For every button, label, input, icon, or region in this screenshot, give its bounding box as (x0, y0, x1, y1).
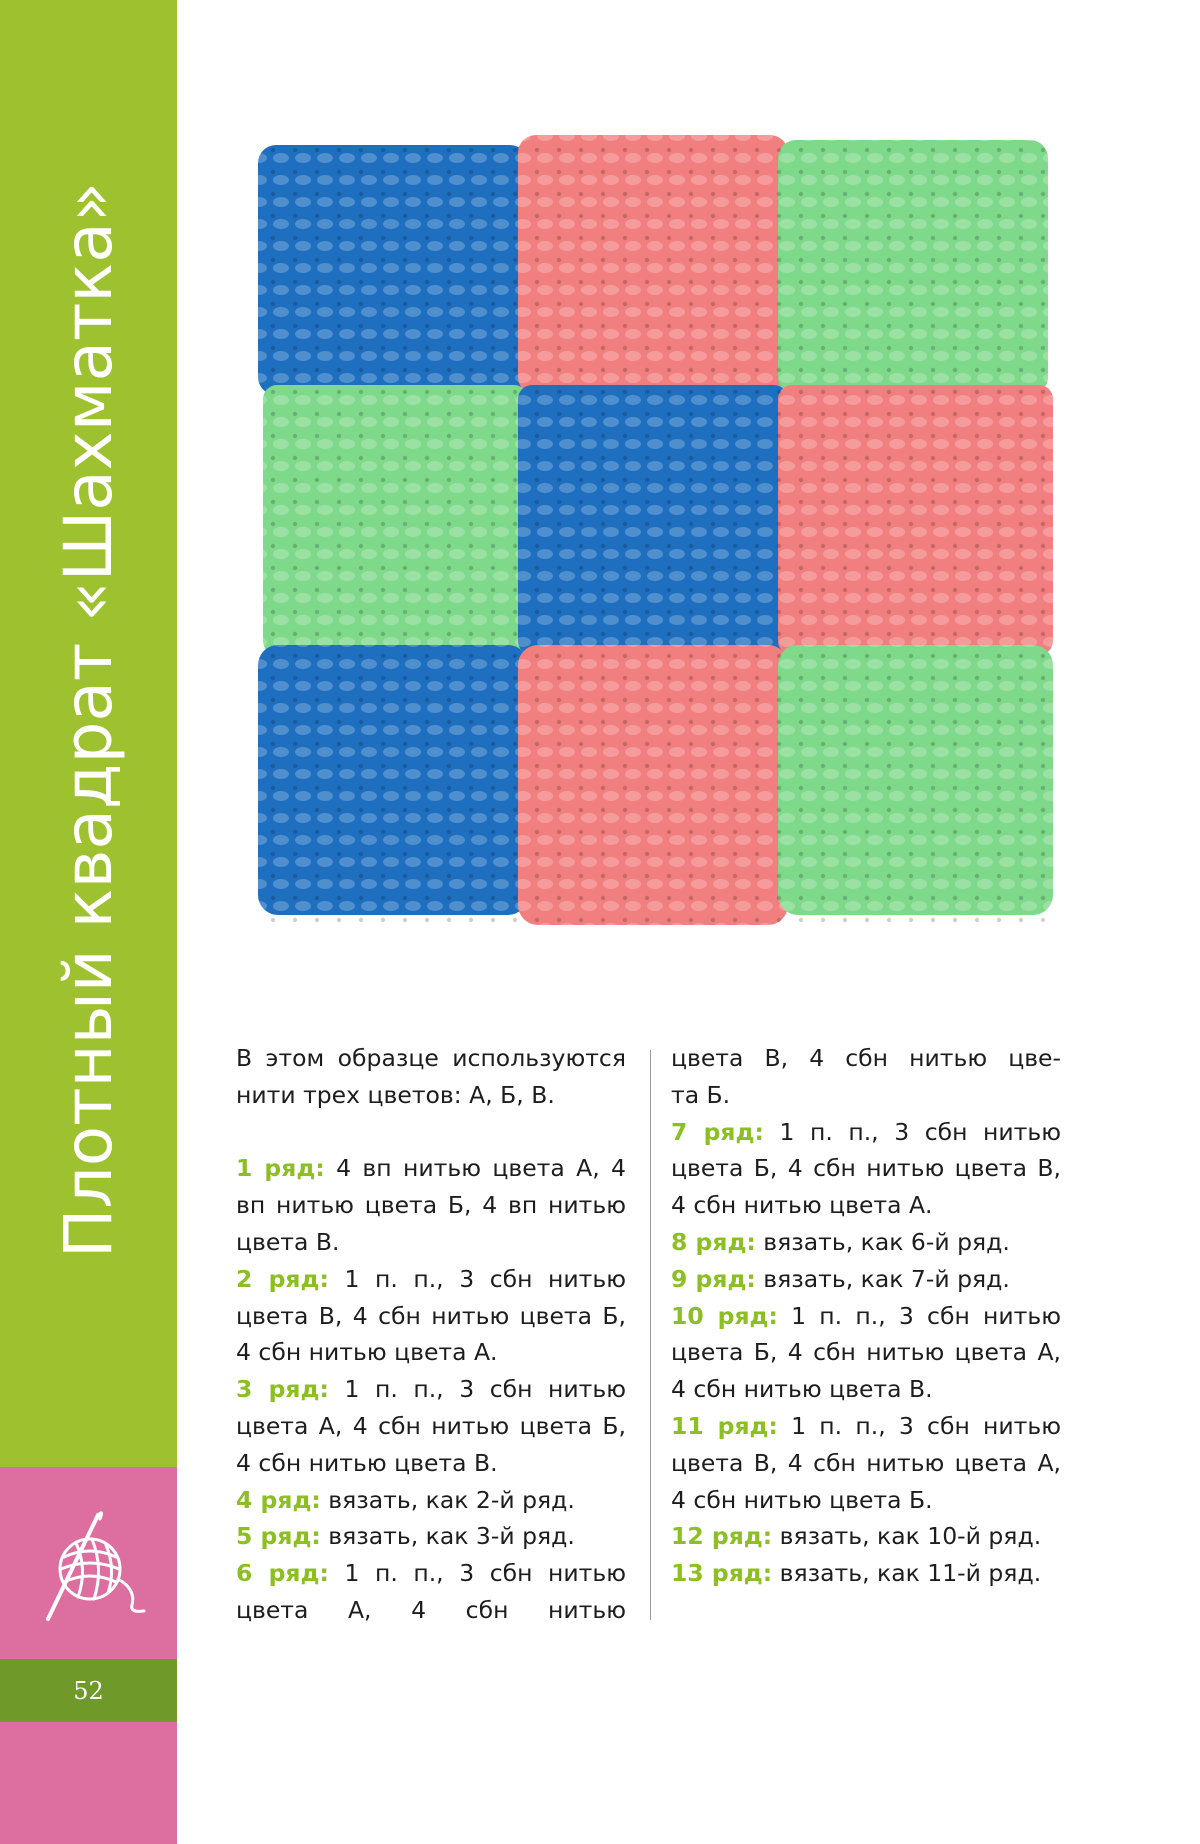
row-text: вязать, как 2-й ряд. (320, 1485, 575, 1514)
row-text: 4 сбн нитью цвета А. (236, 1338, 498, 1367)
row-text: вязать, как 3-й ряд. (320, 1522, 575, 1551)
row-text: цвета В, 4 сбн нитью цве- (671, 1044, 1061, 1072)
text-line (236, 1224, 626, 1261)
text-line (671, 1150, 1061, 1187)
row-text: вязать, как 6-й ряд. (755, 1227, 1010, 1256)
row-label: 12 ряд: (671, 1522, 773, 1551)
paragraph-gap (236, 1114, 626, 1151)
row-label: 11 ряд: (671, 1411, 778, 1440)
yarn-ball-crochet-hook-icon (40, 1505, 160, 1625)
text-line (236, 1077, 626, 1114)
row-text: 4 сбн нитью цвета Б. (671, 1485, 933, 1514)
row-text: цвета В, 4 сбн нитью цвета Б, (236, 1301, 626, 1330)
page-number: 52 (73, 1676, 104, 1705)
text-line (236, 1371, 626, 1408)
sidebar-pink-band-bottom (0, 1722, 177, 1844)
row-text: цвета В, 4 сбн нитью цвета А, (671, 1448, 1061, 1477)
text-line (236, 1592, 626, 1629)
text-line (671, 1114, 1061, 1151)
row-text: вязать, как 11-й ряд. (772, 1559, 1042, 1588)
row-text: В этом образце используются (236, 1044, 626, 1072)
row-text: цвета А, 4 сбн нитью (236, 1595, 626, 1624)
row-label: 3 ряд: (236, 1375, 329, 1404)
row-label: 13 ряд: (671, 1559, 773, 1588)
row-text: вязать, как 7-й ряд. (755, 1264, 1010, 1293)
row-text: 4 сбн нитью цвета В. (671, 1375, 933, 1404)
text-line (671, 1298, 1061, 1335)
row-label: 8 ряд: (671, 1227, 756, 1256)
text-line (671, 1224, 1061, 1261)
text-line (671, 1555, 1061, 1592)
row-text: 1 п. п., 3 сбн нитью (777, 1411, 1061, 1440)
row-text: 4 сбн нитью цвета В. (236, 1448, 498, 1477)
row-text: 1 п. п., 3 сбн нитью (777, 1301, 1061, 1330)
text-line (671, 1445, 1061, 1482)
text-line (671, 1077, 1061, 1114)
instructions-right-column (671, 1040, 1061, 1592)
instructions-left-column (236, 1040, 626, 1629)
row-text: 4 вп нитью цвета А, 4 (324, 1154, 626, 1183)
row-text: 1 п. п., 3 сбн нитью (328, 1375, 626, 1404)
text-line (671, 1187, 1061, 1224)
text-line (236, 1555, 626, 1592)
text-line (236, 1408, 626, 1445)
text-line (671, 1518, 1061, 1555)
row-text: нити трех цветов: А, Б, В. (236, 1080, 555, 1109)
row-text: цвета Б, 4 сбн нитью цвета А, (671, 1338, 1061, 1367)
text-line (236, 1187, 626, 1224)
row-text: цвета Б, 4 сбн нитью цвета В, (671, 1154, 1061, 1183)
text-line (671, 1371, 1061, 1408)
crochet-checkerboard-photo (248, 125, 1060, 935)
row-text: та Б. (671, 1080, 731, 1109)
text-line (671, 1408, 1061, 1445)
row-text: цвета А, 4 сбн нитью цвета Б, (236, 1411, 626, 1440)
text-line (236, 1334, 626, 1371)
row-text: 1 п. п., 3 сбн нитью (763, 1117, 1061, 1146)
row-label: 1 ряд: (236, 1154, 325, 1183)
text-line (236, 1482, 626, 1519)
row-text: 1 п. п., 3 сбн нитью (328, 1559, 626, 1588)
row-text: 1 п. п., 3 сбн нитью (328, 1264, 626, 1293)
text-line (236, 1298, 626, 1335)
row-label: 7 ряд: (671, 1117, 764, 1146)
text-line (236, 1518, 626, 1555)
row-label: 6 ряд: (236, 1559, 329, 1588)
text-line (236, 1445, 626, 1482)
row-label: 4 ряд: (236, 1485, 321, 1514)
row-label: 5 ряд: (236, 1522, 321, 1551)
row-text: цвета В. (236, 1227, 340, 1256)
text-line (236, 1150, 626, 1187)
row-text: вязать, как 10-й ряд. (772, 1522, 1042, 1551)
text-line (671, 1040, 1061, 1077)
text-line (671, 1482, 1061, 1519)
page-title: Плотный квадрат «Шахматка» (49, 181, 127, 1259)
column-divider (650, 1050, 651, 1620)
row-label: 2 ряд: (236, 1264, 329, 1293)
row-text: вп нитью цвета Б, 4 вп нитью (236, 1191, 626, 1220)
text-line (236, 1040, 626, 1077)
row-label: 9 ряд: (671, 1264, 756, 1293)
text-line (671, 1334, 1061, 1371)
row-label: 10 ряд: (671, 1301, 778, 1330)
row-text: 4 сбн нитью цвета А. (671, 1191, 933, 1220)
text-line (236, 1261, 626, 1298)
sidebar (0, 0, 177, 1844)
text-line (671, 1261, 1061, 1298)
